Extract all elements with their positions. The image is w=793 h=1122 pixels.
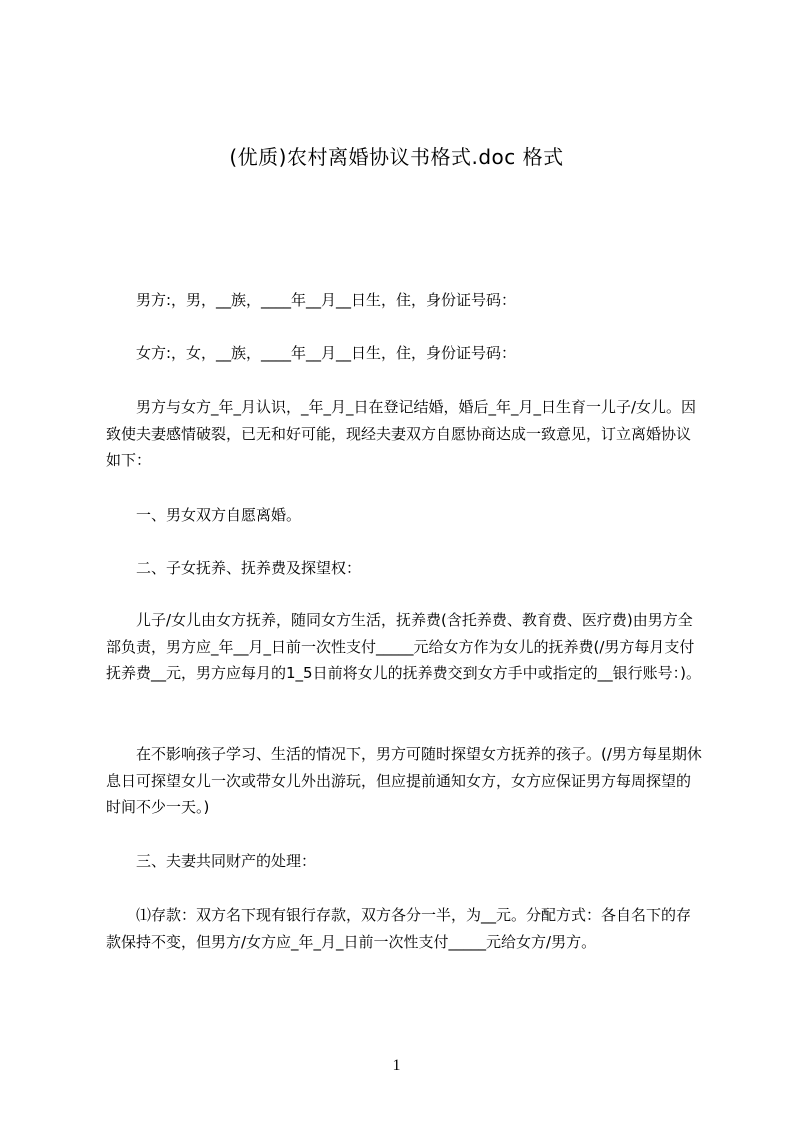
paragraph-male-party: 男方:，男，__族，____年__月__日生，住，身份证号码： (136, 291, 517, 309)
page-number: 1 (392, 1057, 401, 1074)
paragraph-female-party: 女方:，女，__族，____年__月__日生，住，身份证号码： (136, 344, 517, 362)
paragraph-section-3-heading: 三、夫妻共同财产的处理： (136, 852, 317, 870)
paragraph-section-1: 一、男女双方自愿离婚。 (136, 506, 302, 524)
paragraph-visitation: 在不影响孩子学习、生活的情况下，男方可随时探望女方抚养的孩子。(/男方每星期休息日可探望女儿一次或带女儿外出游玩，但应提前通知女方，女方应保证男方每周探望的时间不少一天。) (106, 745, 702, 816)
paragraph-section-2-heading: 二、子女抚养、抚养费及探望权： (136, 559, 362, 577)
paragraph-child-custody: 儿子/女儿由女方抚养，随同女方生活，抚养费(含托养费、教育费、医疗费)由男方全部负责，男方应_年__月_日前一次性支付_____元给女方作为女儿的抚养费(/男方每月支付抚养费__元，男方应每月的1_5日前将女儿的抚养费交到女方手中或指定的__银行账号：)。 (106, 611, 701, 682)
document-title: (优质)农村离婚协议书格式.doc 格式 (229, 145, 564, 169)
paragraph-marriage-background: 男方与女方_年_月认识，_年_月_日在登记结婚，婚后_年_月_日生育一儿子/女儿。因致使夫妻感情破裂，已无和好可能，现经夫妻双方自愿协商达成一致意见，订立离婚协议如下： (106, 398, 697, 469)
paragraph-deposits: ⑴存款：双方名下现有银行存款，双方各分一半，为__元。分配方式：各自名下的存款保持不变，但男方/女方应_年_月_日前一次性支付_____元给女方/男方。 (106, 906, 692, 951)
